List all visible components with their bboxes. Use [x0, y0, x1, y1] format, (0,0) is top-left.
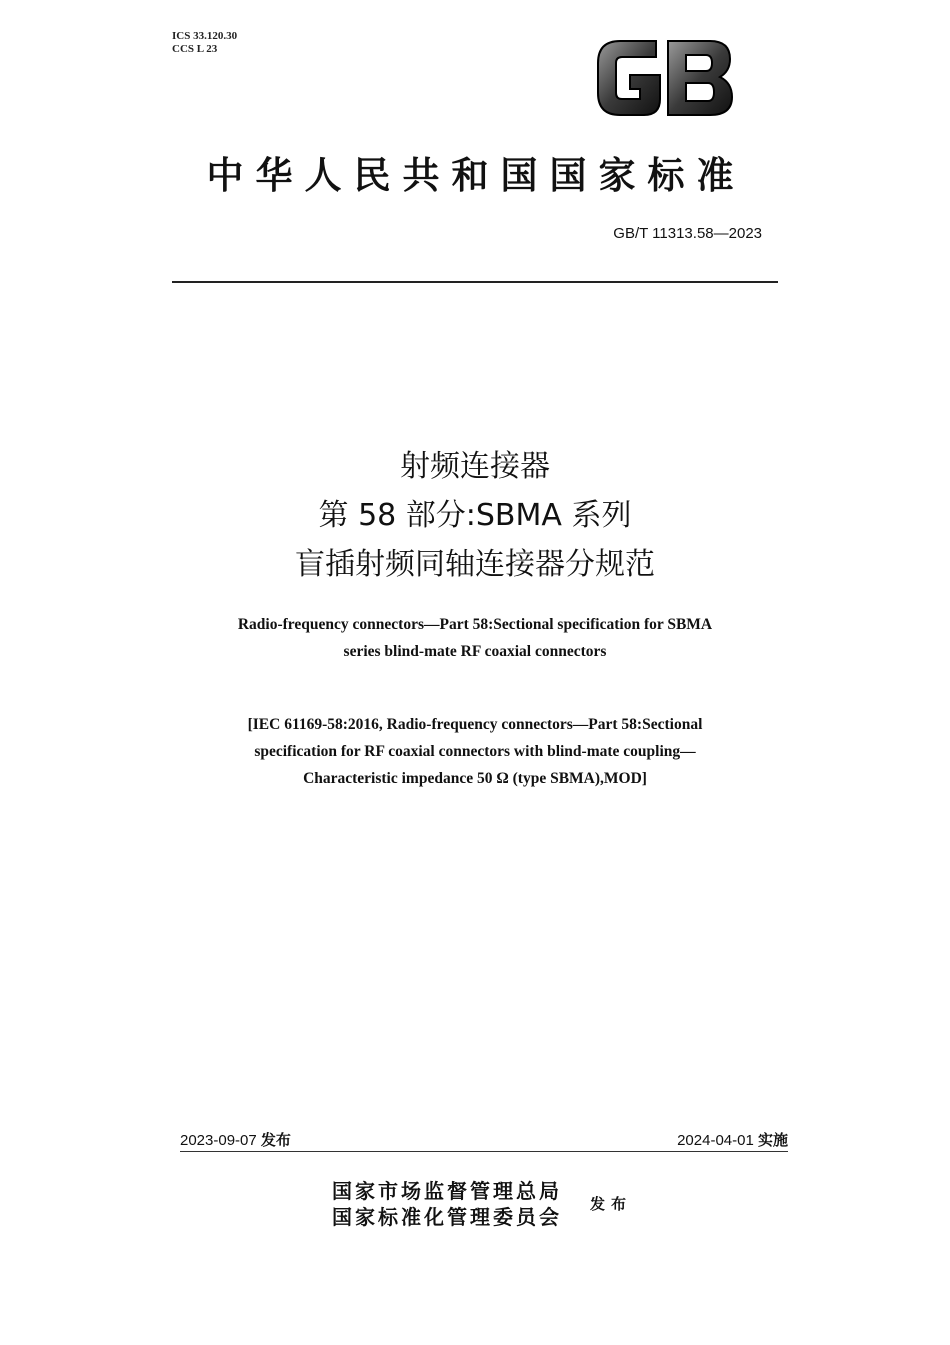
chinese-title-line-3: 盲插射频同轴连接器分规范 [295, 547, 655, 582]
classification-codes [172, 30, 237, 56]
issue-date-value: 2023-09-07 [180, 1132, 257, 1149]
issuer-line-1: 国家市场监督管理总局 [332, 1179, 562, 1203]
iec-reference-line-3: Characteristic impedance 50 Ω (type SBMA),MOD] [303, 770, 647, 787]
ics-code: ICS 33.120.30 [172, 30, 238, 42]
iec-reference-line-1: [IEC 61169-58:2016, Radio-frequency connectors—Part 58:Sectional [247, 716, 703, 733]
ccs-code: CCS L 23 [172, 43, 218, 55]
english-title [110, 611, 840, 665]
issuer-line-2: 国家标准化管理委员会 [332, 1205, 562, 1229]
publish-label: 发布 [590, 1195, 633, 1213]
chinese-title-line-2: 第 58 部分:SBMA 系列 [318, 498, 632, 533]
implementation-date-value: 2024-04-01 [677, 1132, 754, 1149]
issue-date [180, 1129, 291, 1150]
national-standard-heading: 中华人民共和国国家标准 [206, 153, 746, 197]
english-title-line-2: series blind-mate RF coaxial connectors [343, 643, 607, 660]
implementation-date [560, 1129, 788, 1150]
header-divider [172, 281, 778, 283]
iec-reference-line-2: specification for RF coaxial connectors with blind-mate coupling— [254, 743, 696, 760]
issue-date-label: 发布 [260, 1131, 291, 1149]
implementation-date-label: 实施 [757, 1131, 788, 1149]
english-title-line-1: Radio-frequency connectors—Part 58:Sectional specification for SBMA [237, 616, 713, 633]
issuing-authorities [332, 1178, 562, 1230]
chinese-title-line-1: 射频连接器 [400, 449, 550, 484]
gb-logo-icon [594, 37, 736, 119]
iec-reference [110, 711, 840, 792]
standard-number: GB/T 11313.58—2023 [613, 225, 762, 242]
footer-divider [180, 1151, 788, 1152]
